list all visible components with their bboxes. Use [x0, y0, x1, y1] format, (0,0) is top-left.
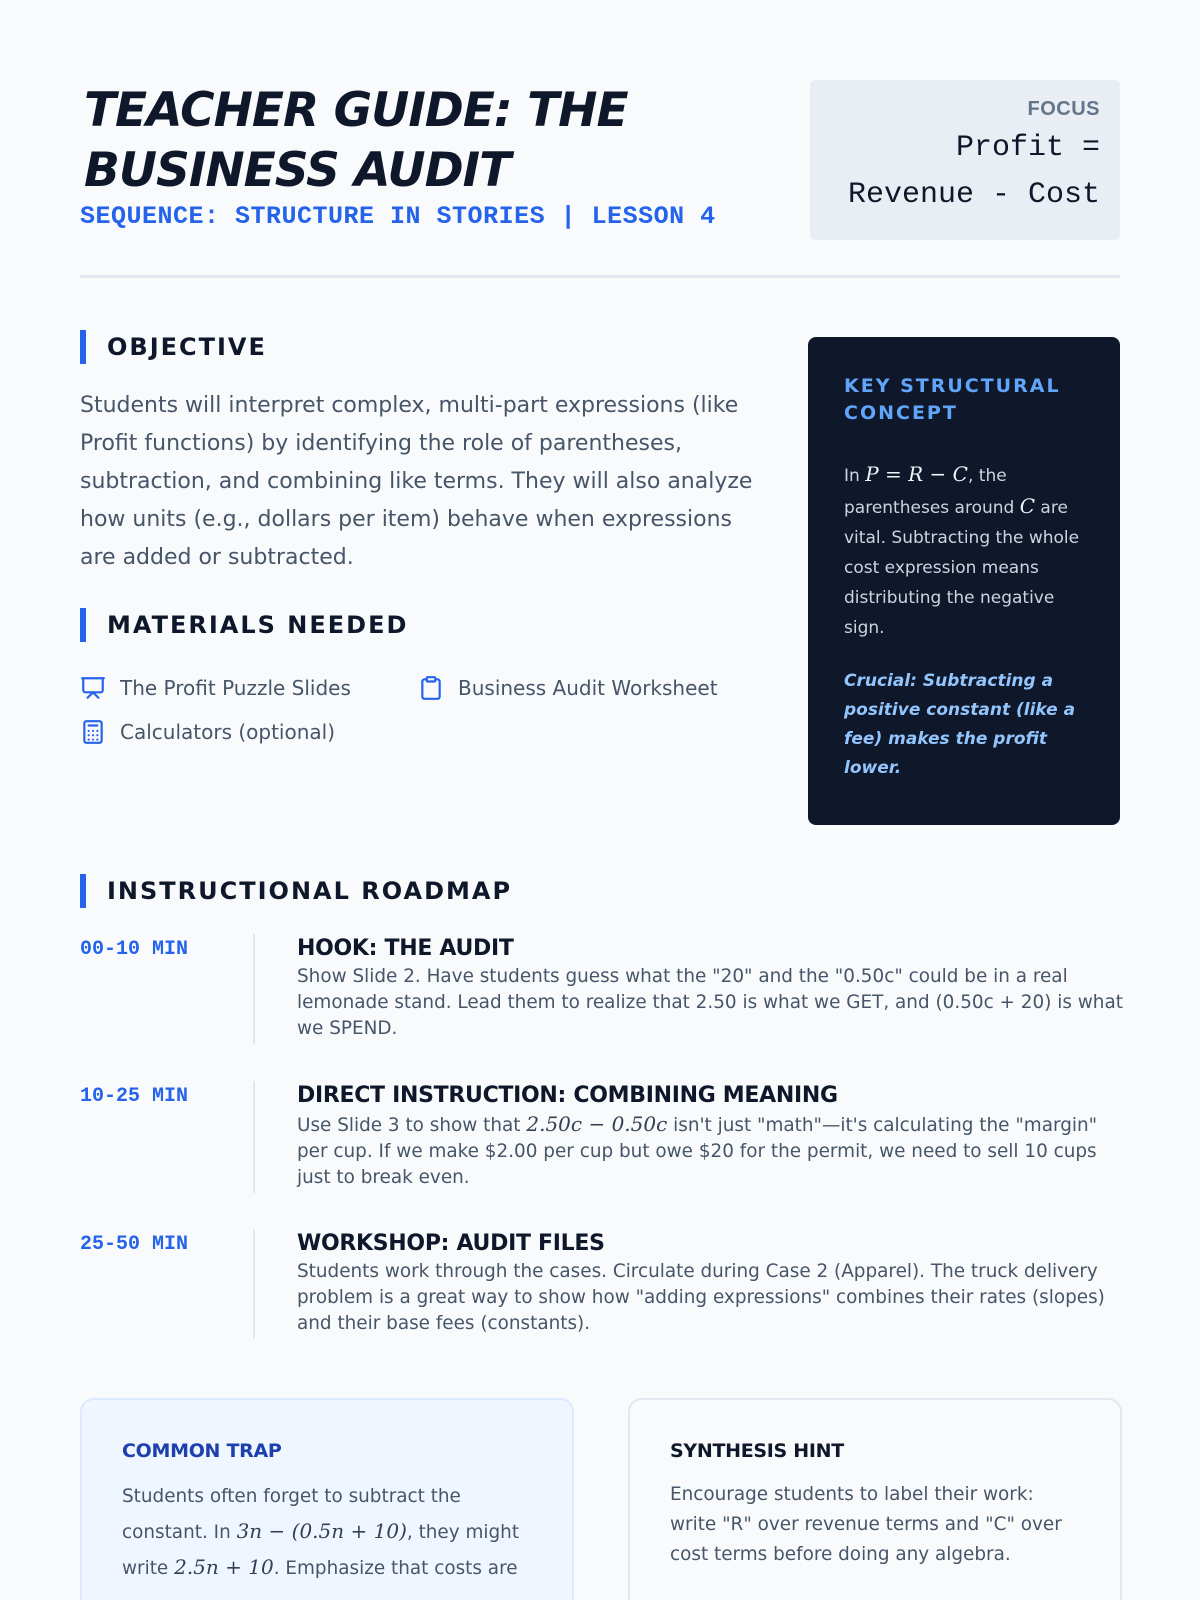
step-description	[297, 1111, 1127, 1191]
step-time: 10-25 MIN	[80, 1085, 189, 1108]
step-text-part: Use Slide 3 to show that	[297, 1115, 527, 1136]
trap-text-part: Students often forget to subtract the constant. In	[122, 1486, 461, 1543]
common-trap-card	[80, 1398, 574, 1600]
trap-formula: 3n − (0.5n + 10)	[236, 1519, 407, 1543]
key-concept-panel	[808, 337, 1120, 825]
clipboard-icon	[418, 675, 444, 701]
trap-title: COMMON TRAP	[122, 1440, 282, 1462]
page-title: TEACHER GUIDE: THE BUSINESS AUDIT	[84, 83, 628, 198]
trap-text	[122, 1480, 532, 1586]
material-item	[80, 719, 335, 745]
step-title: HOOK: THE AUDIT	[297, 936, 514, 961]
sequence-subtitle: SEQUENCE: STRUCTURE IN STORIES | LESSON 4	[80, 202, 716, 231]
material-label: Calculators (optional)	[120, 720, 335, 744]
material-label: Business Audit Worksheet	[458, 676, 718, 700]
step-time: 00-10 MIN	[80, 938, 189, 961]
concept-crucial-note: Crucial: Subtracting a positive constant (like a fee) makes the profit lower.	[844, 671, 1076, 778]
concept-variable: C	[1019, 494, 1036, 518]
focus-box	[810, 80, 1120, 240]
concept-formula: P = R − C	[865, 462, 968, 486]
step-content	[297, 1229, 1127, 1337]
step-description	[297, 964, 1127, 1042]
presentation-icon	[80, 675, 106, 701]
concept-text-part: In	[844, 466, 866, 486]
focus-label: FOCUS	[1027, 98, 1100, 120]
material-item	[80, 675, 351, 701]
step-title: DIRECT INSTRUCTION: COMBINING MEANING	[297, 1083, 838, 1108]
material-item	[418, 675, 718, 701]
step-text-part: Students work through the cases. Circulate during Case 2 (Apparel). The truck delivery problem is a great way to show how "adding expressions" combines their rates (slopes) and their base fees (constants).	[297, 1261, 1105, 1334]
timeline-divider	[253, 934, 255, 1044]
step-text-part: isn't just "math"—it's calculating the "margin" per cup. If we make $2.00 per cup but owe $20 for the permit, we need to sell 10 cups just to break even.	[297, 1115, 1098, 1188]
step-formula: 2.50c − 0.50c	[526, 1112, 668, 1136]
concept-title: KEY STRUCTURAL CONCEPT	[844, 375, 1061, 424]
trap-text-part: . Emphasize that costs are	[273, 1558, 518, 1579]
timeline-divider	[253, 1081, 255, 1193]
step-title: WORKSHOP: AUDIT FILES	[297, 1231, 605, 1256]
step-time: 25-50 MIN	[80, 1233, 189, 1256]
step-description	[297, 1259, 1127, 1337]
material-label: The Profit Puzzle Slides	[120, 676, 351, 700]
calculator-icon	[80, 719, 106, 745]
step-text-part: Show Slide 2. Have students guess what the "20" and the "0.50c" could be in a real lemonade stand. Lead them to realize that 2.50 is what we GET, and (0.50c + 20) is what we SPEND.	[297, 966, 1123, 1039]
objective-heading: OBJECTIVE	[80, 330, 267, 364]
concept-text-part: are vital. Subtracting the whole cost expression means distributing the negative sign.	[844, 498, 1080, 638]
synthesis-hint-card	[628, 1398, 1122, 1600]
trap-formula: 2.5n + 10	[174, 1555, 274, 1579]
materials-heading: MATERIALS NEEDED	[80, 608, 408, 642]
roadmap-heading: INSTRUCTIONAL ROADMAP	[80, 874, 512, 908]
hint-title: SYNTHESIS HINT	[670, 1440, 844, 1462]
guide-header	[80, 78, 1120, 278]
hint-text: Encourage students to label their work: write "R" over revenue terms and "C" over cost terms before doing any algebra.	[670, 1484, 1062, 1565]
objective-text: Students will interpret complex, multi-part expressions (like Profit functions) by identifying the role of parentheses, subtraction, and combining like terms. They will also analyze how units (e.g., dollars per item) behave when expressions are added or subtracted.	[80, 393, 753, 570]
concept-text	[844, 459, 1086, 643]
focus-formula: Profit = Revenue - Cost	[847, 131, 1100, 212]
trap-text-part: , they might write	[122, 1522, 520, 1579]
concept-text-part: , the parentheses around	[844, 466, 1020, 518]
step-content	[297, 934, 1127, 1042]
timeline-divider	[253, 1229, 255, 1339]
step-content	[297, 1081, 1127, 1191]
teacher-guide-page	[80, 78, 1123, 1579]
